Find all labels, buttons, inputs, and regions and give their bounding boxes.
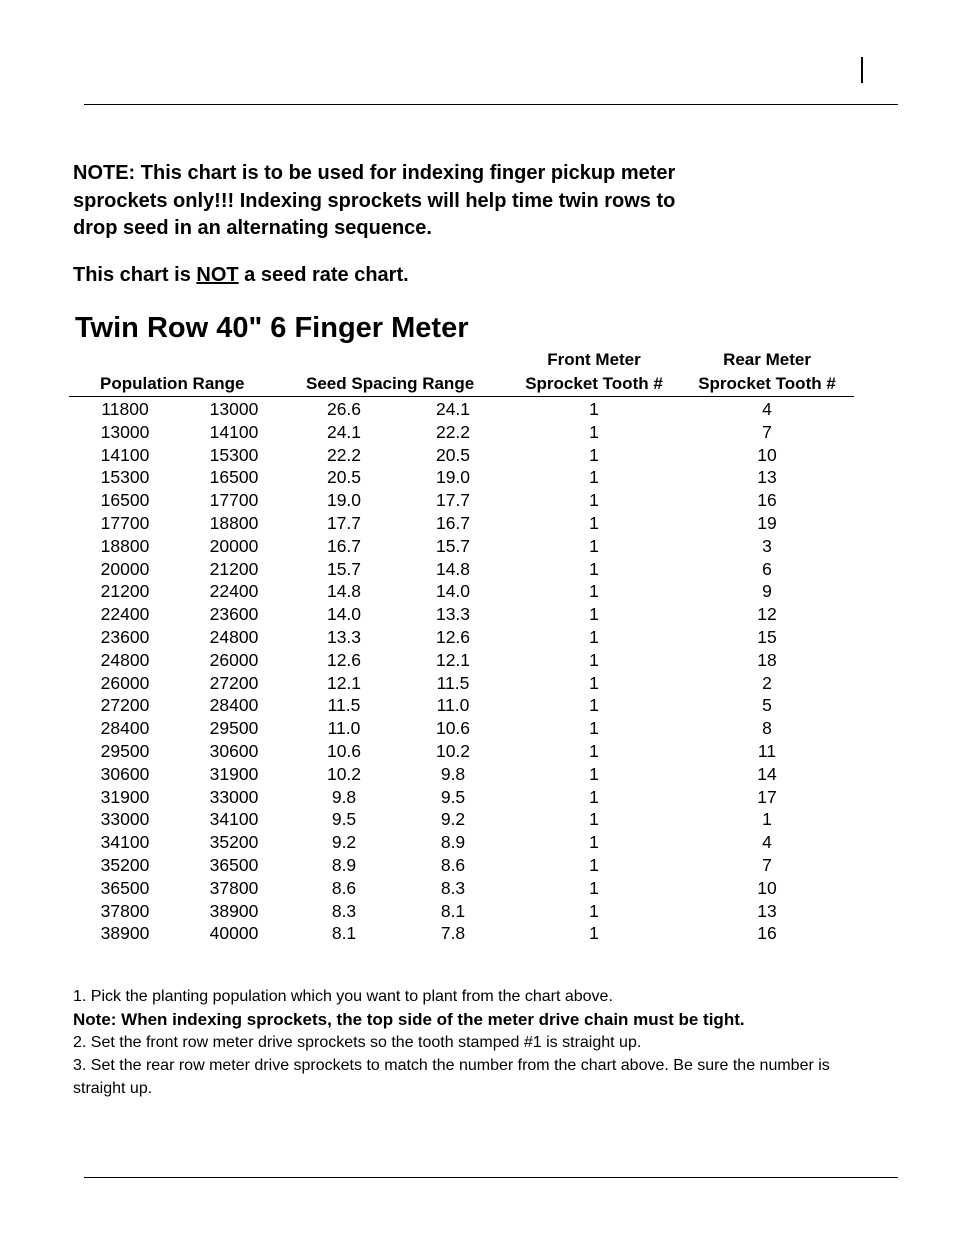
cell-spacing-to: 9.8 [440,763,466,784]
table-row [0,672,954,695]
header-population-range: Population Range [100,374,245,393]
cell-rear-tooth: 16 [757,490,777,511]
cell-pop-from: 17700 [100,512,150,533]
cell-rear-tooth: 13 [757,467,777,488]
table-row [0,421,954,444]
cell-front-tooth: 1 [589,718,599,739]
cell-pop-from: 24800 [100,649,150,670]
header-rear-meter: Rear Meter [723,350,811,369]
instruction-step-3: 3. Set the rear row meter drive sprockets to match the number from the chart above. Be sure the number is straight up. [73,1057,830,1097]
cell-spacing-from: 12.6 [326,649,362,670]
cell-spacing-from: 22.2 [326,444,362,465]
cell-pop-to: 33000 [209,786,259,807]
table-row [0,649,954,672]
table-title: Twin Row 40" 6 Finger Meter [75,312,469,344]
cell-front-tooth: 1 [589,854,599,875]
table-header-rule [69,396,854,397]
cell-front-tooth: 1 [589,399,599,419]
cell-spacing-to: 10.6 [435,718,471,739]
table-row [0,466,954,489]
cell-pop-from: 29500 [100,740,150,761]
header-rule [84,104,898,105]
cell-pop-from: 18800 [100,535,150,556]
cell-pop-to: 16500 [209,467,259,488]
note-line-1: NOTE: This chart is to be used for indexing finger pickup meter [73,162,676,184]
table-row [0,763,954,786]
cell-front-tooth: 1 [589,923,599,944]
table-row [0,489,954,512]
cell-rear-tooth: 11 [757,740,777,761]
cell-spacing-to: 19.0 [435,467,471,488]
cell-spacing-to: 14.0 [435,581,471,602]
cell-pop-to: 17700 [209,490,259,511]
cell-spacing-from: 10.2 [326,763,362,784]
cell-pop-to: 14100 [209,421,259,442]
sprocket-table-body [0,398,954,945]
cell-front-tooth: 1 [589,535,599,556]
cell-spacing-from: 14.8 [326,581,362,602]
cell-spacing-from: 13.3 [326,626,362,647]
cell-pop-from: 21200 [100,581,150,602]
cell-pop-from: 20000 [100,558,150,579]
cell-rear-tooth: 9 [762,581,772,602]
cell-front-tooth: 1 [589,809,599,830]
cell-pop-to: 26000 [209,649,259,670]
cell-pop-to: 24800 [209,626,259,647]
cell-pop-to: 28400 [209,695,259,716]
cell-pop-from: 14100 [100,444,150,465]
table-row [0,831,954,854]
cell-rear-tooth: 4 [762,399,772,419]
cell-rear-tooth: 19 [757,512,777,533]
cell-spacing-to: 16.7 [435,512,471,533]
cell-pop-from: 35200 [100,854,150,875]
cell-pop-to: 37800 [209,877,259,898]
cell-spacing-from: 11.5 [327,695,361,716]
cell-rear-tooth: 3 [762,535,772,556]
cell-rear-tooth: 16 [757,923,777,944]
table-row [0,854,954,877]
cell-pop-to: 21200 [209,558,259,579]
cell-spacing-from: 8.6 [331,877,357,898]
table-row [0,694,954,717]
cell-front-tooth: 1 [589,490,599,511]
cell-spacing-from: 9.8 [331,786,357,807]
cell-pop-from: 31900 [100,786,150,807]
cell-spacing-to: 11.0 [436,695,470,716]
cell-spacing-to: 8.1 [440,900,466,921]
cell-pop-from: 15300 [100,467,150,488]
cell-rear-tooth: 4 [762,832,772,853]
cell-rear-tooth: 8 [762,718,772,739]
cell-spacing-from: 19.0 [326,490,362,511]
not-rate-text-after: a seed rate chart. [238,264,409,286]
table-row [0,900,954,923]
header-seed-spacing-range: Seed Spacing Range [306,374,475,393]
cell-front-tooth: 1 [589,740,599,761]
cell-rear-tooth: 2 [762,672,772,693]
table-row [0,922,954,945]
cell-spacing-from: 16.7 [326,535,362,556]
header-rear-sprocket-tooth: Sprocket Tooth # [698,374,836,393]
cell-spacing-to: 13.3 [435,604,471,625]
instruction-step-1: 1. Pick the planting population which you want to plant from the chart above. [73,988,613,1005]
cell-pop-to: 23600 [209,604,259,625]
instruction-chain-note: Note: When indexing sprockets, the top side of the meter drive chain must be tight. [73,1010,745,1029]
cell-rear-tooth: 12 [757,604,777,625]
cell-spacing-from: 8.1 [331,923,357,944]
cell-spacing-to: 15.7 [435,535,471,556]
cell-rear-tooth: 14 [757,763,777,784]
cell-spacing-to: 17.7 [435,490,471,511]
table-row [0,398,954,421]
cell-spacing-from: 20.5 [326,467,362,488]
cell-spacing-to: 9.2 [440,809,466,830]
table-row [0,877,954,900]
table-row [0,808,954,831]
indexing-note [73,160,773,243]
cell-pop-from: 38900 [100,923,150,944]
not-seed-rate-note [73,262,409,289]
cell-front-tooth: 1 [589,581,599,602]
cell-pop-to: 38900 [209,900,259,921]
cell-rear-tooth: 7 [762,421,772,442]
cell-pop-to: 30600 [209,740,259,761]
cell-pop-to: 31900 [209,763,259,784]
cell-front-tooth: 1 [589,467,599,488]
table-row [0,558,954,581]
cell-spacing-to: 8.3 [440,877,466,898]
cell-front-tooth: 1 [589,672,599,693]
cell-pop-to: 20000 [209,535,259,556]
cell-pop-from: 27200 [100,695,150,716]
not-rate-text-before: This chart is [73,264,197,286]
cell-pop-to: 13000 [209,399,259,419]
cell-front-tooth: 1 [589,786,599,807]
cell-spacing-from: 11.0 [327,718,361,739]
cell-spacing-to: 8.9 [440,832,466,853]
cell-spacing-to: 9.5 [440,786,466,807]
cell-rear-tooth: 13 [757,900,777,921]
cell-front-tooth: 1 [589,877,599,898]
cell-front-tooth: 1 [589,558,599,579]
cell-front-tooth: 1 [589,444,599,465]
cell-spacing-to: 10.2 [435,740,471,761]
table-row [0,717,954,740]
cell-spacing-from: 8.3 [331,900,357,921]
cell-front-tooth: 1 [589,695,599,716]
cell-spacing-to: 7.8 [440,923,466,944]
cell-spacing-from: 26.6 [326,399,362,419]
cell-spacing-to: 12.6 [435,626,471,647]
cell-spacing-from: 14.0 [326,604,362,625]
cell-spacing-to: 8.6 [440,854,466,875]
cell-rear-tooth: 6 [762,558,772,579]
cell-pop-to: 27200 [209,672,259,693]
cell-pop-from: 11800 [101,399,149,419]
cell-spacing-to: 12.1 [435,649,471,670]
cell-rear-tooth: 7 [762,854,772,875]
cell-spacing-from: 15.7 [326,558,362,579]
cell-pop-from: 26000 [100,672,150,693]
cell-pop-from: 22400 [100,604,150,625]
cell-front-tooth: 1 [589,763,599,784]
cell-pop-to: 36500 [209,854,259,875]
cell-pop-to: 15300 [209,444,259,465]
table-row [0,626,954,649]
footer-rule [84,1177,898,1178]
cell-spacing-to: 11.5 [436,672,470,693]
cell-spacing-to: 14.8 [435,558,471,579]
cell-rear-tooth: 10 [757,444,777,465]
cell-spacing-from: 8.9 [331,854,357,875]
cell-rear-tooth: 18 [757,649,777,670]
cell-pop-to: 29500 [209,718,259,739]
cell-pop-from: 33000 [100,809,150,830]
cell-pop-from: 28400 [100,718,150,739]
cell-pop-to: 22400 [209,581,259,602]
cell-spacing-from: 10.6 [326,740,362,761]
cell-front-tooth: 1 [589,604,599,625]
cell-pop-to: 18800 [209,512,259,533]
cell-spacing-from: 9.2 [331,832,357,853]
header-front-sprocket-tooth: Sprocket Tooth # [525,374,663,393]
table-row [0,603,954,626]
note-line-2: sprockets only!!! Indexing sprockets will help time twin rows to [73,189,676,212]
table-row [0,740,954,763]
cell-rear-tooth: 1 [762,809,772,830]
cell-front-tooth: 1 [589,626,599,647]
cell-front-tooth: 1 [589,512,599,533]
table-row [0,580,954,603]
cell-front-tooth: 1 [589,832,599,853]
cell-pop-to: 40000 [209,923,259,944]
cell-pop-to: 35200 [209,832,259,853]
cell-pop-from: 16500 [100,490,150,511]
cell-pop-from: 36500 [100,877,150,898]
cell-front-tooth: 1 [589,649,599,670]
table-row [0,535,954,558]
instruction-step-2: 2. Set the front row meter drive sprockets so the tooth stamped #1 is straight up. [73,1034,642,1051]
cell-rear-tooth: 17 [757,786,777,807]
table-row [0,444,954,467]
cell-spacing-to: 20.5 [435,444,471,465]
cell-pop-from: 13000 [100,421,150,442]
instructions [73,985,833,1100]
cell-pop-to: 34100 [209,809,259,830]
cell-front-tooth: 1 [589,900,599,921]
cell-rear-tooth: 5 [762,695,772,716]
cell-rear-tooth: 15 [757,626,777,647]
cell-spacing-from: 12.1 [326,672,362,693]
cell-pop-from: 37800 [100,900,150,921]
cell-pop-from: 34100 [100,832,150,853]
note-line-3: drop seed in an alternating sequence. [73,217,432,239]
table-row [0,786,954,809]
cell-pop-from: 23600 [100,626,150,647]
cell-pop-from: 30600 [100,763,150,784]
cell-rear-tooth: 10 [757,877,777,898]
cell-front-tooth: 1 [589,421,599,442]
cell-spacing-to: 22.2 [435,421,471,442]
not-rate-emphasis: NOT [196,264,239,286]
cell-spacing-to: 24.1 [435,399,471,419]
header-front-meter: Front Meter [547,350,641,369]
cell-spacing-from: 9.5 [331,809,357,830]
cell-spacing-from: 17.7 [326,512,362,533]
cell-spacing-from: 24.1 [326,421,362,442]
table-row [0,512,954,535]
page-marker-bar [861,57,863,83]
